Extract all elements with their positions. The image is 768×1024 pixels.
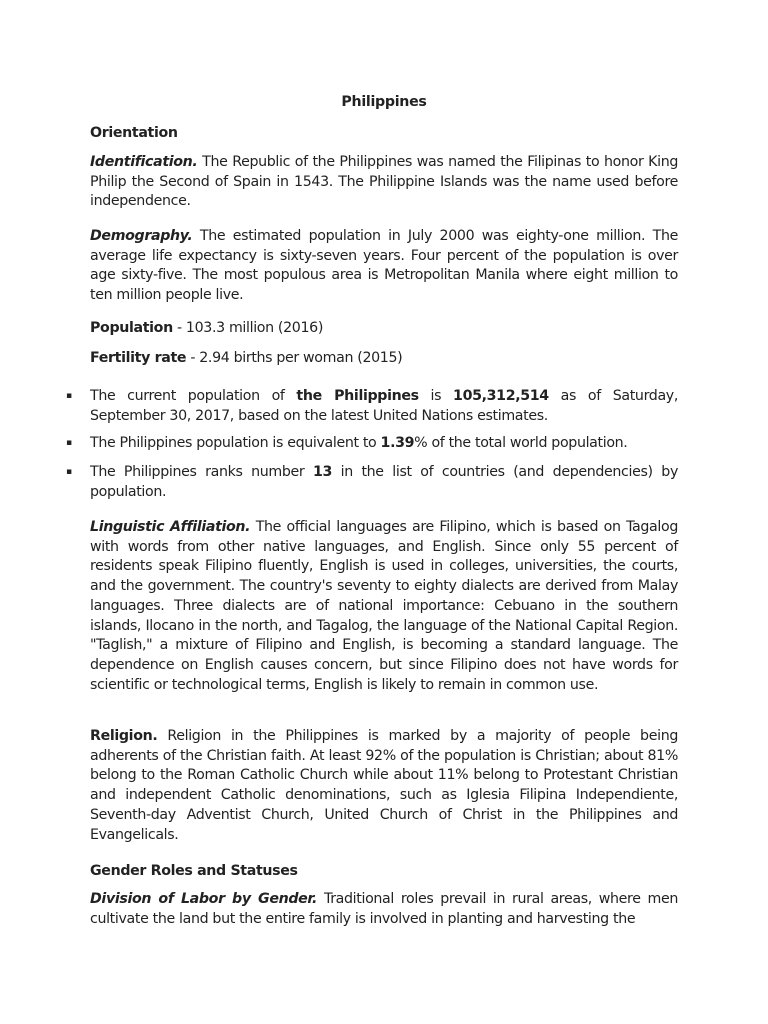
fertility-label: Fertility rate <box>90 350 187 366</box>
population-label: Population <box>90 320 173 336</box>
division-text: Traditional roles prevail in rural areas, where men cultivate the land but the entire family is involved in planting and harvesting the <box>90 891 678 927</box>
population-text: - 103.3 million (2016) <box>172 320 324 336</box>
linguistic-paragraph <box>90 518 678 695</box>
gender-heading: Gender Roles and Statuses <box>90 863 298 879</box>
bullet-icon: ▪ <box>66 438 73 448</box>
fertility-text: - 2.94 births per woman (2015) <box>186 350 403 366</box>
bullet-text: is <box>418 388 454 404</box>
bullet-text: as of Saturday, September 30, 2017, based on the latest United Nations estimates. <box>90 388 679 424</box>
bullet-bold: 1.39 <box>380 435 415 451</box>
demography-label: Demography. <box>90 228 193 244</box>
bullet-text: in the list of countries (and dependencies) by population. <box>90 464 678 500</box>
division-paragraph <box>90 890 678 929</box>
division-label: Division of Labor by Gender. <box>90 891 318 907</box>
bullet-text: % of the total world population. <box>414 435 628 451</box>
fertility-line <box>90 349 678 369</box>
linguistic-label: Linguistic Affiliation. <box>90 519 251 535</box>
bullet-bold: 105,312,514 <box>453 388 549 404</box>
bullet-text: The Philippines population is equivalent to <box>90 435 381 451</box>
orientation-heading: Orientation <box>90 125 178 141</box>
bullet-text: The Philippines ranks number <box>90 464 313 480</box>
bullet-population-current <box>90 387 678 426</box>
bullet-bold: the Philippines <box>296 388 419 404</box>
identification-text: The Republic of the Philippines was named the Filipinas to honor King Philip the Second of Spain in 1543. The Philippine Islands was the name used before independence. <box>90 154 678 210</box>
religion-text: Religion in the Philippines is marked by a majority of people being adherents of the Christian faith. At least 92% of the population is Christian; about 81% belong to the Roman Catholic Church while about 11% belong to Protestant Christian and independent Catholic denominations, such as Iglesia Filipina Independiente, Seventh-day Adventist Church, United Church of Christ in the Philippines and Evangelicals. <box>90 728 678 843</box>
religion-label: Religion. <box>90 728 158 744</box>
bullet-population-share <box>90 434 678 454</box>
demography-text: The estimated population in July 2000 was eighty-one million. The average life expectancy is sixty-seven years. Four percent of the population is over age sixty-five. The most populous area is Metropolitan Manila where eight million to ten million people live. <box>90 228 678 304</box>
bullet-icon: ▪ <box>66 467 73 477</box>
religion-paragraph <box>90 727 678 845</box>
page-title: Philippines <box>341 94 427 110</box>
bullet-text: The current population of <box>90 388 297 404</box>
bullet-icon: ▪ <box>66 391 73 401</box>
bullet-population-rank <box>90 463 678 502</box>
demography-paragraph <box>90 227 678 306</box>
identification-label: Identification. <box>90 154 198 170</box>
bullet-bold: 13 <box>312 464 333 480</box>
linguistic-text: The official languages are Filipino, which is based on Tagalog with words from other native languages, and English. Since only 55 percent of residents speak Filipino fluently, English is used in colleges, universities, the courts, and the government. The country's seventy to eighty dialects are derived from Malay languages. Three dialects are of national importance: Cebuano in the southern islands, Ilocano in the north, and Tagalog, the language of the National Capital Region. "Taglish," a mixture of Filipino and English, is becoming a standard language. The dependence on English causes concern, but since Filipino does not have words for scientific or technological terms, English is likely to remain in common use. <box>90 519 678 693</box>
identification-paragraph <box>90 153 678 212</box>
population-line <box>90 319 678 339</box>
